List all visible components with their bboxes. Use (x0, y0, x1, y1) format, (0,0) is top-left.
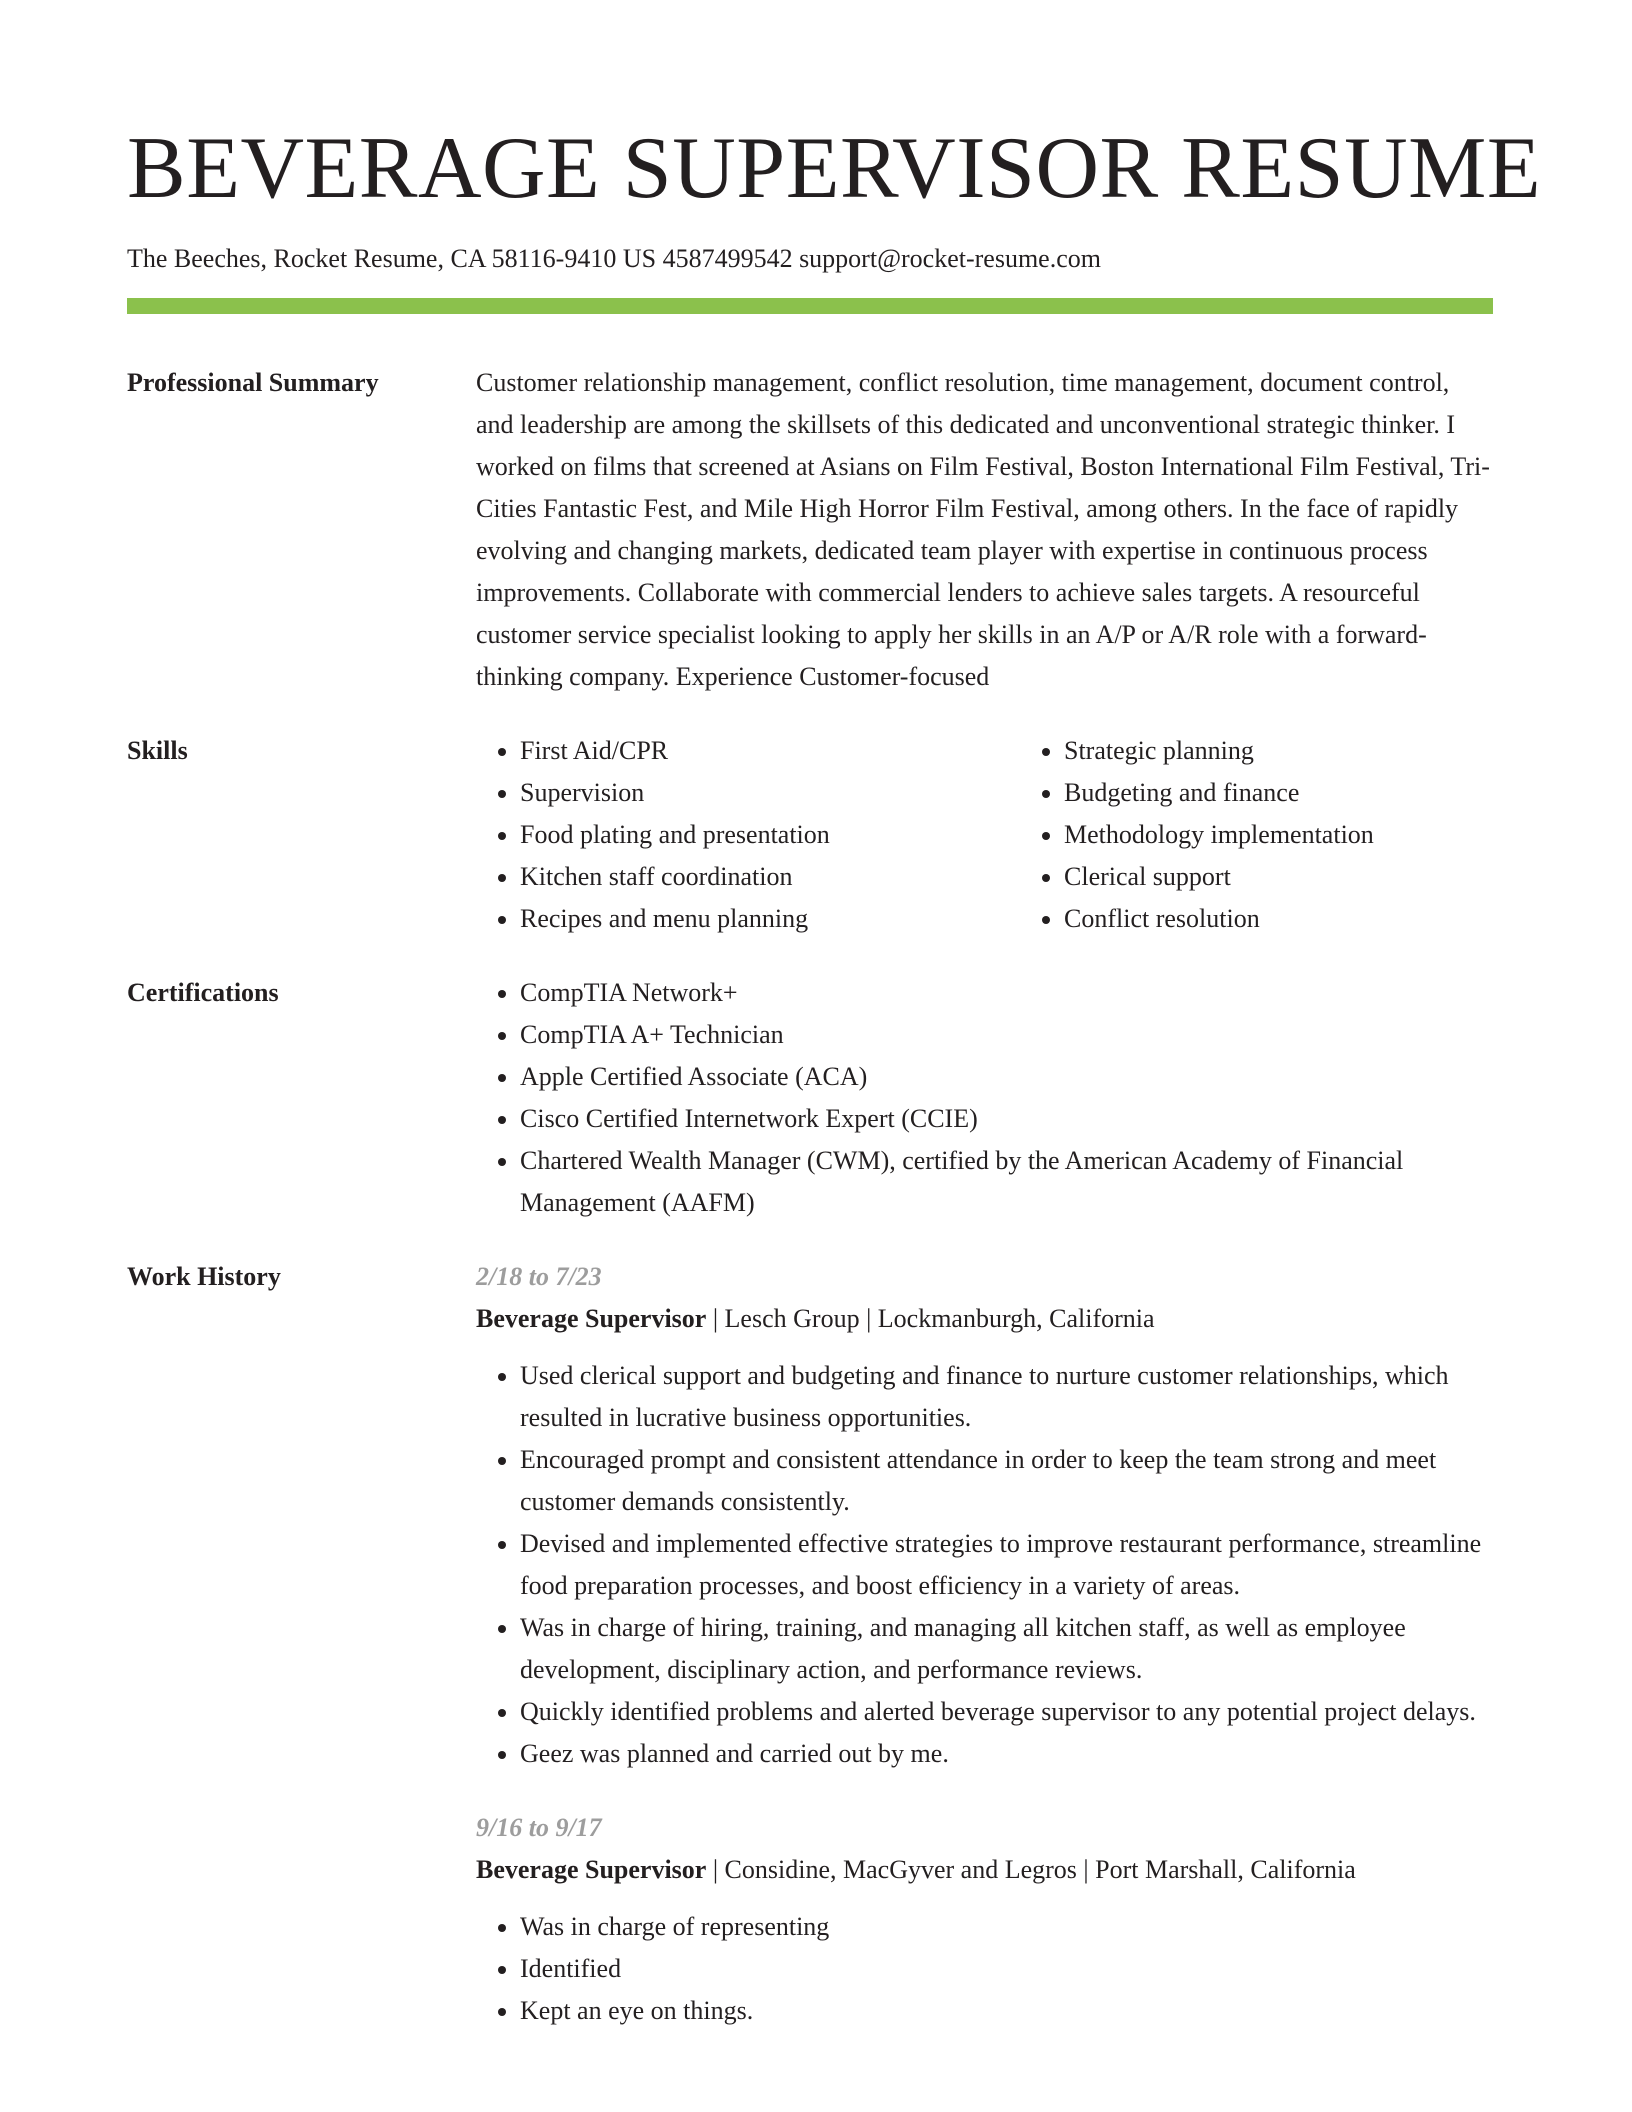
job-bullet: • Used clerical support and budgeting and finance to nurture customer relationships, which resulted in lucrative business opportunities. (520, 1355, 1493, 1439)
job-bullet: • Geez was planned and carried out by me. (520, 1733, 1493, 1775)
contact-info: The Beeches, Rocket Resume, CA 58116-9410 US 4587499542 support@rocket-resume.com (127, 244, 1101, 273)
certifications-list (476, 972, 1493, 1224)
skill-item: • Kitchen staff coordination (520, 856, 1020, 898)
job-dates: 9/16 to 9/17 (476, 1813, 602, 1842)
job-bullet: • Quickly identified problems and alerted beverage supervisor to any potential project delays. (520, 1691, 1493, 1733)
section-body-skills (476, 730, 1493, 940)
job-title: Beverage Supervisor (476, 1304, 707, 1333)
job-details: | Lesch Group | Lockmanburgh, California (706, 1304, 1155, 1333)
skills-list-right (1020, 730, 1564, 940)
section-skills (127, 730, 1493, 940)
certification-item: • CompTIA Network+ (520, 972, 1493, 1014)
certification-item: • Cisco Certified Internetwork Expert (CCIE) (520, 1098, 1493, 1140)
job-bullet: • Identified (520, 1948, 1493, 1990)
skill-item: • Clerical support (1064, 856, 1564, 898)
section-title-certifications: Certifications (127, 978, 279, 1007)
resume-name: BEVERAGE SUPERVISOR RESUME (127, 120, 1542, 217)
job-entry (476, 1807, 1493, 2032)
job-bullets (476, 1906, 1493, 2032)
skill-item: • Strategic planning (1064, 730, 1564, 772)
job-bullet: • Devised and implemented effective strategies to improve restaurant performance, streamline food preparation processes, and boost efficiency in a variety of areas. (520, 1523, 1493, 1607)
skill-item: • First Aid/CPR (520, 730, 1020, 772)
job-bullets (476, 1355, 1493, 1775)
skill-item: • Methodology implementation (1064, 814, 1564, 856)
section-professional-summary (127, 362, 1493, 698)
section-title-summary: Professional Summary (127, 368, 379, 397)
section-body-work-history (476, 1256, 1493, 2032)
section-title-skills: Skills (127, 736, 188, 765)
skill-item: • Recipes and menu planning (520, 898, 1020, 940)
section-work-history (127, 1256, 1493, 2032)
skill-item: • Conflict resolution (1064, 898, 1564, 940)
section-title-work-history: Work History (127, 1262, 281, 1291)
job-bullet: • Encouraged prompt and consistent attendance in order to keep the team strong and meet customer demands consistently. (520, 1439, 1493, 1523)
header-divider (127, 298, 1493, 314)
job-title: Beverage Supervisor (476, 1855, 707, 1884)
job-dates: 2/18 to 7/23 (476, 1262, 602, 1291)
skill-item: • Budgeting and finance (1064, 772, 1564, 814)
certification-item: • Apple Certified Associate (ACA) (520, 1056, 1493, 1098)
job-heading (476, 1298, 1493, 1340)
section-body-certifications (476, 972, 1493, 1224)
skills-columns (476, 730, 1493, 940)
section-certifications (127, 972, 1493, 1224)
skill-item: • Food plating and presentation (520, 814, 1020, 856)
skill-item: • Supervision (520, 772, 1020, 814)
job-bullet: • Was in charge of hiring, training, and managing all kitchen staff, as well as employee development, disciplinary action, and performance reviews. (520, 1607, 1493, 1691)
section-body-summary (476, 362, 1493, 698)
summary-text: Customer relationship management, conflict resolution, time management, document control, and leadership are among the skillsets of this dedicated and unconventional strategic thinker. I worked on films that screened at Asians on Film Festival, Boston International Film Festival, Tri-Cities Fantastic Fest, and Mile High Horror Film Festival, among others. In the face of rapidly evolving and changing markets, dedicated team player with expertise in continuous process improvements. Collaborate with commercial lenders to achieve sales targets. A resourceful customer service specialist looking to apply her skills in an A/P or A/R role with a forward-thinking company. Experience Customer-focused (476, 368, 1490, 691)
certification-item: • CompTIA A+ Technician (520, 1014, 1493, 1056)
job-details: | Considine, MacGyver and Legros | Port Marshall, California (706, 1855, 1356, 1884)
job-entry (476, 1256, 1493, 1775)
resume-page (127, 0, 1542, 2032)
job-bullet: • Kept an eye on things. (520, 1990, 1493, 2032)
job-bullet: • Was in charge of representing (520, 1906, 1493, 1948)
skills-list-left (476, 730, 1020, 940)
job-heading (476, 1849, 1493, 1891)
certification-item: • Chartered Wealth Manager (CWM), certified by the American Academy of Financial Management (AAFM) (520, 1140, 1493, 1224)
